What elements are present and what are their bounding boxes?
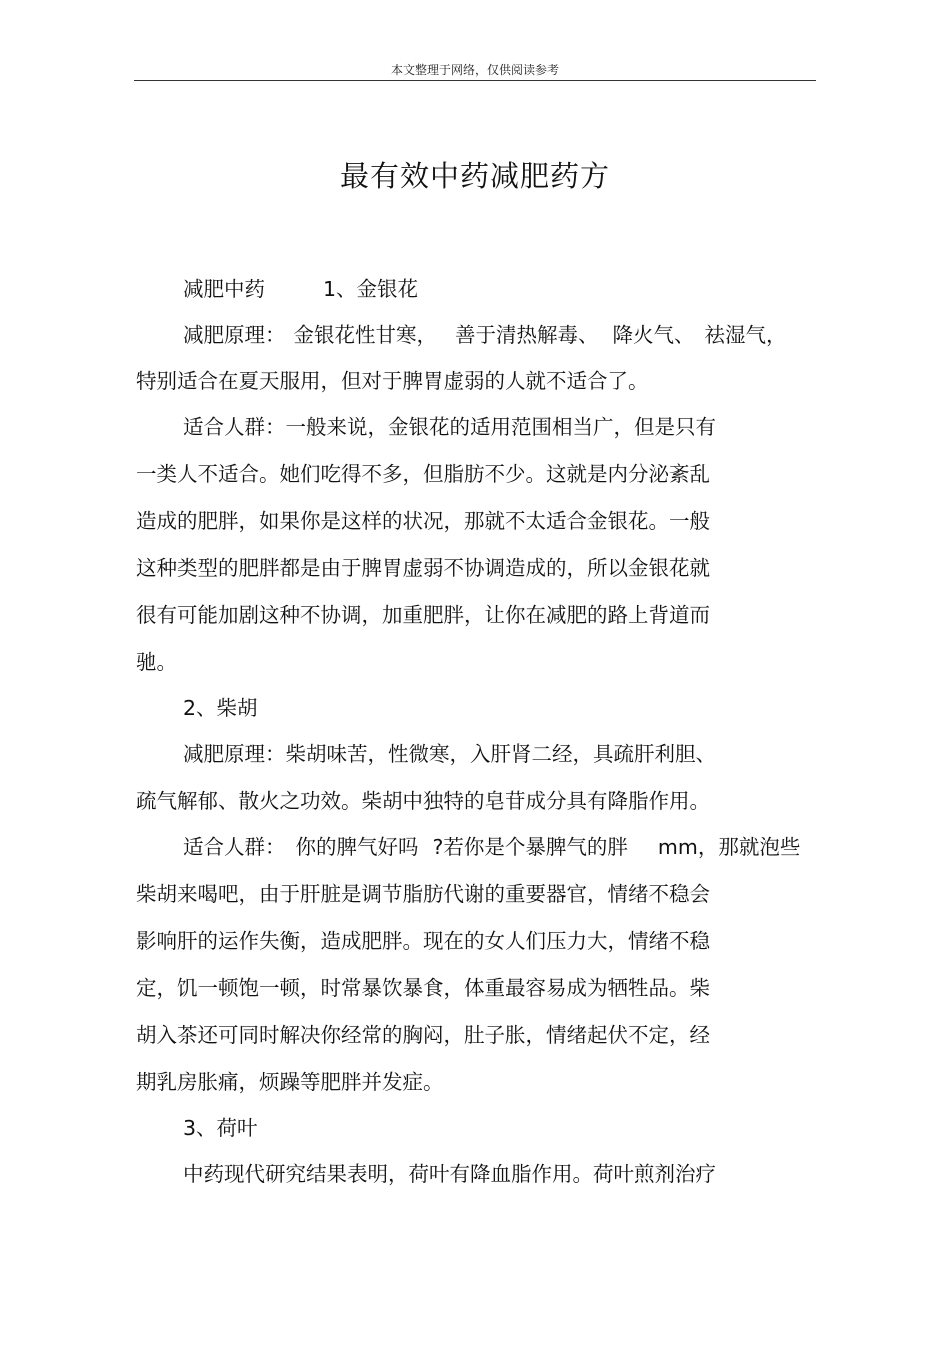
text-run: 降火气、 <box>612 323 695 347</box>
section1-suitable-line-4: 这种类型的肥胖都是由于脾胃虚弱不协调造成的，所以金银花就 <box>136 556 710 580</box>
section2-suitable-line-2: 柴胡来喝吧，由于肝脏是调节脂肪代谢的重要器官，情绪不稳会 <box>136 882 710 906</box>
section3-heading: 3、荷叶 <box>183 1116 258 1140</box>
suitable-label: 适合人群： <box>183 835 286 859</box>
section2-suitable-line-3: 影响肝的运作失衡，造成肥胖。现在的女人们压力大，情绪不稳 <box>136 929 710 953</box>
text-run: mm， <box>657 835 719 859</box>
section3-line-1: 中药现代研究结果表明，荷叶有降血脂作用。荷叶煎剂治疗 <box>183 1162 716 1186</box>
section1-suitable-line-3: 造成的肥胖，如果你是这样的状况，那就不太适合金银花。一般 <box>136 509 710 533</box>
text-run: 善于清热解毒、 <box>455 323 599 347</box>
text-run: ?若你是个暴脾气的胖 <box>432 835 628 859</box>
section1-suitable-line-5: 很有可能加剧这种不协调，加重肥胖，让你在减肥的路上背道而 <box>136 603 710 627</box>
text-run: 那就泡些 <box>718 835 801 859</box>
section1-heading-item: 1、金银花 <box>323 277 419 301</box>
section1-heading <box>183 275 418 303</box>
section2-principle-line-1: 减肥原理：柴胡味苦，性微寒，入肝肾二经，具疏肝利胆、 <box>183 742 716 766</box>
section1-principle-line-2: 特别适合在夏天服用，但对于脾胃虚弱的人就不适合了。 <box>136 369 649 393</box>
header-note: 本文整理于网络，仅供阅读参考 <box>390 63 559 77</box>
section2-suitable-line-6: 期乳房胀痛，烦躁等肥胖并发症。 <box>136 1070 444 1094</box>
text-run: 金银花性甘寒， <box>293 323 437 347</box>
section2-suitable-line-1 <box>183 833 800 861</box>
section1-suitable-line-1: 适合人群：一般来说，金银花的适用范围相当广，但是只有 <box>183 415 716 439</box>
section2-heading: 2、柴胡 <box>183 696 258 720</box>
header-rule <box>134 80 816 81</box>
text-run: 祛湿气， <box>704 323 787 347</box>
principle-label: 减肥原理： <box>183 323 286 347</box>
text-run: 你的脾气好吗 <box>295 835 419 859</box>
section1-heading-prefix: 减肥中药 <box>183 277 265 301</box>
section1-principle-line-1 <box>183 321 787 349</box>
section1-suitable-line-6: 驰。 <box>136 650 177 674</box>
section2-principle-line-2: 疏气解郁、散火之功效。柴胡中独特的皂苷成分具有降脂作用。 <box>136 789 710 813</box>
section2-suitable-line-5: 胡入茶还可同时解决你经常的胸闷，肚子胀，情绪起伏不定，经 <box>136 1023 710 1047</box>
page-title: 最有效中药减肥药方 <box>339 159 610 193</box>
section2-suitable-line-4: 定，饥一顿饱一顿，时常暴饮暴食，体重最容易成为牺牲品。柴 <box>136 976 710 1000</box>
section1-suitable-line-2: 一类人不适合。她们吃得不多，但脂肪不少。这就是内分泌紊乱 <box>136 462 710 486</box>
